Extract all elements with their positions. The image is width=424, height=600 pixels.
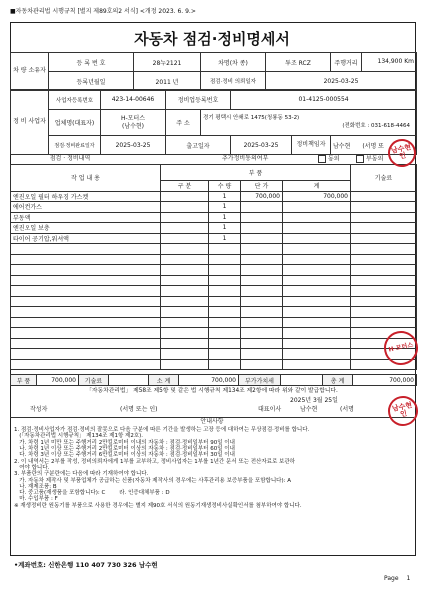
delivery-label: 출고일자 [166,136,231,155]
totals-vat-label: 부가가치세 [239,375,281,386]
notice-title: 안내사항 [200,418,224,425]
table-row [11,307,417,318]
account-number: •계좌번호: 신한은행 110 407 730 326 남수현 [14,561,158,569]
table-row [11,254,417,265]
totals-grand: 700,000 [353,375,417,386]
request-date-label: 점검·정비 의뢰일자 [201,72,266,91]
work-table [10,164,417,370]
totals-vat [281,375,323,386]
disagree-label: 부동의 [366,155,384,163]
notice-line: 1. 점검·정비사업자가 점검·정비의 잘못으로 다음 구분에 따른 기간을 발생하는 고장 등에 대하여는 무상점검·정비를 합니다. [14,427,310,433]
company-name: H-모터스 [120,115,146,123]
table-row [11,265,417,276]
table-row [11,317,417,328]
table-row [11,359,417,370]
totals-grand-label: 총 계 [323,375,353,386]
seal-stamp-bottom: 남수현 인 [385,393,421,429]
col-total: 계 [283,180,351,191]
parts-header: 부 품 [161,165,351,181]
shop-reg-label: 정비업등록번호 [166,90,231,110]
rep-label: 대표이사 [258,406,282,413]
mileage-label: 주행거리 [334,59,358,67]
table-row [11,338,417,349]
agree-option[interactable] [318,155,340,163]
phone-value: (전화번호 : 031-618-4464 [342,122,411,129]
delivery-date: 2025-03-25 [243,141,279,149]
request-date: 2025-03-25 [266,72,417,91]
form-reference: ■자동차관리법 시행규칙 [별지 제89호의2 서식] <개정 2023. 6. 9.> [10,8,196,15]
vehicle-table [10,52,417,91]
vehicle-section-label: 차 량 소유자 [11,53,49,91]
table-row: 에어컨가스 1 [11,202,417,213]
reg-no-label: 등 록 번 호 [49,53,134,72]
certify-date: 2025년 3월 25일 [290,397,338,404]
done-date-label: 점검·정비완료일자 [49,136,101,155]
manager-label: 정비책임자 [291,136,330,154]
page-number [384,576,410,582]
table-row [11,349,417,360]
rep-sign: (서명 [340,406,354,413]
address-label: 주 소 [166,110,201,136]
notice-line: 나. 재제조품: B [14,483,57,490]
totals-labor [109,375,149,386]
notice-line: 가. 차령 1년 미만 또는 주행거리 2만킬로미터 이내의 자동차 : 점검·정비일부터 90일 이내 [14,439,235,446]
col-type: 구 분 [161,180,209,191]
table-row [11,244,417,255]
reg-year-label: 등록년월일 [49,72,134,91]
biz-no-label: 사업자등록번호 [49,90,101,110]
seal-stamp-middle: H-모터스 [381,328,421,368]
table-row: 부동액 1 [11,212,417,223]
totals-parts: 700,000 [37,375,79,386]
shop-reg: 01-4125-000554 [231,90,417,110]
col-unit: 단 가 [241,180,283,191]
notice-line: (「자동차관리법 시행규칙」 제134조 제1항 제2호). [14,433,144,440]
table-row [11,275,417,286]
totals-labor-label: 기술료 [79,375,109,386]
reg-no: 28누2121 [134,53,201,72]
agree-checkbox[interactable] [318,155,326,163]
table-row: 엔진오일 필터 하우징 가스켓 1 700,000 700,000 [11,191,417,202]
company-label: 업체명(대표자) [49,110,101,136]
agree-label: 동의 [328,155,340,163]
table-row: 타이어 공기압,워셔액 1 [11,233,417,244]
notice-line: 다. 중고품(재생품을 포함합니다): C 라. 인증대체부품 : D [14,490,170,497]
notice-line: 3. 부품란의 구분란에는 다음에 따라 기재하여야 합니다. [14,471,149,478]
done-date: 2025-03-25 [101,136,166,155]
table-row: 엔진오일 보충 1 [11,223,417,234]
company-owner: (남수현) [121,122,145,130]
manager-name: 남수현 [333,142,351,150]
writer-sign: (서명 또는 인) [120,406,158,413]
extra-consent-label: 추가정비동의여부 [222,155,269,162]
notice-line: 2. 이 내역서는 2부를 작성, 정비의뢰자에게 1부를 교부하고, 정비사업자는 1부를 1년간 문서 또는 전산자료로 보관하 [14,458,295,465]
table-row [11,296,417,307]
biz-no: 423-14-00646 [101,90,166,110]
manager-sign: (서명 또 [362,142,384,150]
disagree-option[interactable] [356,155,383,163]
reg-year: 2011 년 [134,72,201,91]
model-label: 차명(차 종) [201,53,266,72]
page-value: 1 [406,575,411,582]
notice-line: 마. 수입부품 : F [14,496,58,503]
notice-line: 나. 차령 1년 이상 또는 주행거리 2만킬로미터 이상의 자동차 : 점검·정비일부터 60일 이내 [14,445,235,452]
notice-line: 여야 합니다. [14,464,50,471]
disagree-checkbox[interactable] [356,155,364,163]
totals-subtotal-label: 소 계 [149,375,179,386]
notice-line: 가. 자동차 제작사 및 부품업체가 공급하는 신품(자동차 제작사의 경우에는 사후관리용 보증부품을 포함합니다): A [14,477,291,484]
notice-line: 다. 차령 3년 이상 또는 주행거리 6만킬로미터 이상의 자동차 : 점검·정비일부터 30일 이내 [14,452,235,459]
mileage-value: 134,900 Km [361,53,416,71]
seal-stamp-top: 남수현 인 [385,136,418,169]
col-qty: 수 량 [209,180,241,191]
rep-name: 남수현 [300,406,318,413]
labor-header: 기술료 [351,165,417,192]
totals-parts-label: 부 품 [11,375,37,386]
work-header: 작 업 내 용 [11,165,161,192]
shop-table [10,89,417,155]
address-value: 경기 평택시 안쇄로 1475(청룡동 53-2) [203,115,300,122]
details-label: 점검 · 정비내역 [49,155,91,162]
notice-list [14,427,412,509]
table-row [11,286,417,297]
totals-table [10,374,417,386]
shop-section-label: 정 비 사업자 [11,90,49,155]
certify-text: 「자동차관리법」 제58조 제5항 및 같은 법 시행규칙 제134조 제2항에 따라 위와 같이 발급합니다. [86,388,338,394]
model-value: 투조 RCZ [266,53,331,72]
page-label: Page [384,575,399,582]
page-title: 자동차 점검·정비명세서 [134,30,290,48]
notice-line: ※ 재생정비란 원동기를 부품으로 사용한 경우에는 별지 제90호 서식의 원동기재생정비사실확인서를 첨부하여야 합니다. [14,502,302,509]
table-row [11,328,417,339]
totals-subtotal: 700,000 [179,375,239,386]
writer-label: 작성자 [30,406,48,413]
